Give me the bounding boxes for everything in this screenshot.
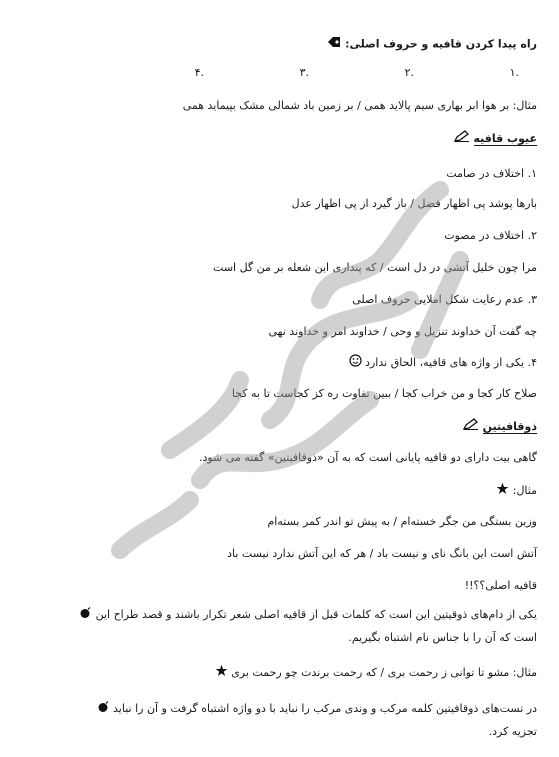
number-2: ۲. <box>404 66 414 79</box>
fault-1-example: بارها پوشد پی اظهار فضل / باز گیرد از پی اظهار عدل <box>291 197 537 210</box>
note-1-line-1: یکی از دام‌های ذوقیتین این است که کلمات قبل از قافیه اصلی شعر تکرار باشند و قصد طراح این <box>75 606 537 624</box>
dhul-example-2: آتش است این بانگ نای و نیست باد / هر که این آتش ندارد نیست باد <box>227 547 537 560</box>
example-line-1: مثال: بر هوا ابر بهاری سیم پالاید همی / بر زمین باد شمالی مشک بپیماید همی <box>182 99 537 112</box>
number-3: ۳. <box>299 66 309 79</box>
bomb-icon <box>97 700 110 718</box>
example-line-2: مثال: مشو تا توانی ز رحمت بری / که رحمت برندت چو رحمت بری <box>211 664 537 682</box>
star-icon <box>496 482 509 500</box>
note-2-line-1: در تست‌های ذوقافیتین کلمه مرکب و وندی مرکب را نباید با دو واژه اشتباه گرفت و آن را نباید <box>93 700 537 718</box>
fault-3-example: چه گفت آن خداوند تنزیل و وحی / خداوند امر و خداوند نهی <box>268 325 537 338</box>
find-rhyme-heading: راه پیدا کردن قافیه و حروف اصلی: <box>323 36 537 53</box>
fault-3-title: ۳. عدم رعایت شکل املایی حروف اصلی <box>352 293 537 306</box>
numbered-blanks <box>179 66 519 82</box>
note-1-line-2: است که آن را با جناس نام اشتباه بگیریم. <box>348 631 537 644</box>
fault-4-example: صلاح کار کجا و من خراب کجا / ببین تفاوت ره کز کجاست تا به کجا <box>231 387 537 400</box>
dhul-definition: گاهی بیت دارای دو قافیه پایانی است که به آن «ذوقافیتین» گفته می شود. <box>198 451 537 464</box>
number-4: ۴. <box>194 66 204 79</box>
faults-heading: عیوب قافیه <box>450 130 537 147</box>
question-line: قافیه اصلی؟؟!! <box>464 579 537 592</box>
note-2-line-2: تجزیه کرد. <box>488 725 537 738</box>
fault-2-title: ۲. اختلاف در مصوت <box>444 229 537 242</box>
example-label: مثال: <box>492 482 537 500</box>
smiley-icon <box>349 354 362 372</box>
fault-2-example: مرا چون خلیل آتشی در دل است / که پنداری این شعله بر من گل است <box>213 261 537 274</box>
tag-icon <box>327 36 341 53</box>
dhul-example-1: وزین بستگی من جگر خسته‌ام / به پیش تو اندر کمر بسته‌ام <box>267 515 537 528</box>
dhul-heading: ذوقافیتین <box>459 418 537 435</box>
star-icon <box>215 664 228 682</box>
fault-4-title: ۴. یکی از واژه های قافیه، الحاق ندارد <box>345 354 537 372</box>
fault-1-title: ۱. اختلاف در صامت <box>446 167 537 180</box>
pencil-icon <box>454 130 470 147</box>
bomb-icon <box>79 606 92 624</box>
number-1: ۱. <box>509 66 519 79</box>
pencil-icon <box>463 418 479 435</box>
